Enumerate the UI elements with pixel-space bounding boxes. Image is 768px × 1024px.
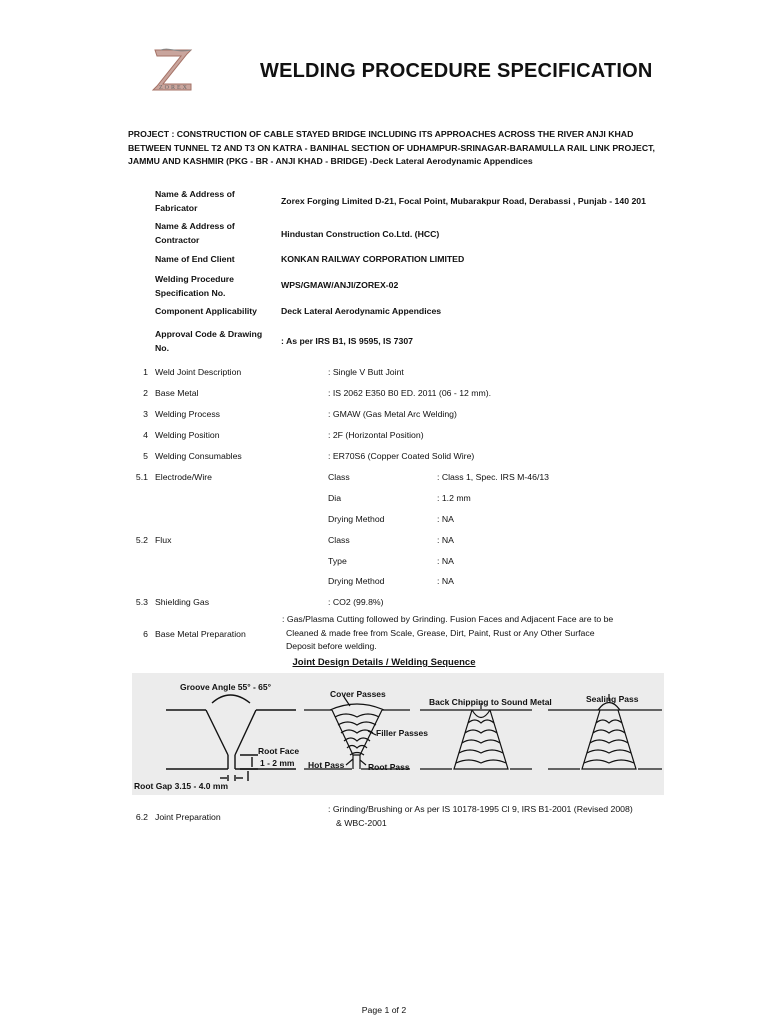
filler-passes-label: Filler Passes: [376, 728, 428, 738]
contractor-label: Name & Address of Contractor: [155, 221, 235, 245]
row-number: 6.2: [135, 812, 148, 822]
welding-consumables-value: : ER70S6 (Copper Coated Solid Wire): [328, 451, 475, 461]
root-face-value: 1 - 2 mm: [260, 758, 295, 768]
welding-process-value: : GMAW (Gas Metal Arc Welding): [328, 409, 457, 419]
joint-prep-label: Joint Preparation: [155, 812, 221, 822]
text-line: : Grinding/Brushing or As per IS 10178-1995 Cl 9, IRS B1-2001 (Revised 2008): [328, 804, 633, 814]
project-description: PROJECT : CONSTRUCTION OF CABLE STAYED BRIDGE INCLUDING ITS APPROACHES ACROSS THE RIVER ANJI KHAD BETWEEN TUNNEL T2 AND T3 ON KATRA - BANIHAL SECTION OF UDHAMPUR-SRINAGAR-BARAMULLA RAIL LINK PROJECT, JAMMU AND KASHMIR (PKG - BR - ANJI KHAD - BRIDGE) -Deck Lateral Aerodynamic Appendices: [128, 129, 655, 166]
root-face-label: Root Face: [258, 746, 300, 756]
base-metal-prep-label: Base Metal Preparation: [155, 629, 246, 639]
shielding-gas-value: : CO2 (99.8%): [328, 597, 384, 607]
joint-prep-value: [328, 803, 658, 830]
electrode-class-key: Class: [328, 472, 350, 482]
weld-joint-label: Weld Joint Description: [155, 367, 242, 377]
row-number: 1: [143, 367, 148, 377]
wps-number-value: WPS/GMAW/ANJI/ZOREX-02: [281, 280, 399, 290]
welding-consumables-label: Welding Consumables: [155, 451, 242, 461]
electrode-label: Electrode/Wire: [155, 472, 212, 482]
component-label: Component Applicability: [155, 306, 257, 316]
electrode-drying-value: : NA: [437, 514, 454, 524]
row-number: 6: [143, 629, 148, 639]
base-metal-label: Base Metal: [155, 388, 199, 398]
shielding-gas-label: Shielding Gas: [155, 597, 210, 607]
end-client-value: KONKAN RAILWAY CORPORATION LIMITED: [281, 254, 465, 264]
approval-code-label: Approval Code & Drawing No.: [155, 329, 263, 353]
flux-drying-value: : NA: [437, 576, 454, 586]
logo-text: ZOREX: [159, 85, 189, 91]
component-value: Deck Lateral Aerodynamic Appendices: [281, 306, 442, 316]
electrode-drying-key: Drying Method: [328, 514, 385, 524]
approval-code-value: : As per IRS B1, IS 9595, IS 7307: [281, 336, 413, 346]
groove-angle-label: Groove Angle 55° - 65°: [180, 682, 272, 692]
welding-position-label: Welding Position: [155, 430, 220, 440]
text-line: Deposit before welding.: [286, 641, 377, 651]
text-line: Cleaned & made free from Scale, Grease, Dirt, Paint, Rust or Any Other Surface: [286, 627, 595, 638]
welding-position-value: : 2F (Horizontal Position): [328, 430, 424, 440]
back-chipping-label: Back Chipping to Sound Metal: [429, 697, 552, 707]
flux-class-key: Class: [328, 535, 350, 545]
root-pass-label: Root Pass: [368, 762, 410, 772]
hot-pass-label: Hot Pass: [308, 760, 345, 770]
base-metal-value: : IS 2062 E350 B0 ED. 2011 (06 - 12 mm).: [328, 388, 492, 398]
flux-label: Flux: [155, 535, 172, 545]
page-title: WELDING PROCEDURE SPECIFICATION: [260, 60, 653, 82]
row-number: 3: [143, 409, 148, 419]
cover-passes-label: Cover Passes: [330, 689, 386, 699]
row-number: 5.1: [135, 472, 148, 482]
flux-type-value: : NA: [437, 556, 454, 566]
flux-type-key: Type: [328, 556, 347, 566]
joint-design-title: Joint Design Details / Welding Sequence: [292, 657, 476, 668]
electrode-dia-key: Dia: [328, 493, 342, 503]
contractor-value: Hindustan Construction Co.Ltd. (HCC): [281, 229, 440, 239]
root-gap-label: Root Gap 3.15 - 4.0 mm: [134, 781, 228, 791]
row-number: 5.2: [135, 535, 148, 545]
base-metal-prep-value: [282, 613, 652, 654]
electrode-class-value: : Class 1, Spec. IRS M-46/13: [437, 472, 550, 482]
joint-design-diagram: [132, 673, 664, 795]
fabricator-label: Name & Address of Fabricator: [155, 189, 235, 213]
flux-drying-key: Drying Method: [328, 576, 385, 586]
text-line: : Gas/Plasma Cutting followed by Grinding. Fusion Faces and Adjacent Face are to be: [282, 614, 614, 624]
welding-process-label: Welding Process: [155, 409, 221, 419]
end-client-label: Name of End Client: [155, 254, 235, 264]
weld-joint-value: : Single V Butt Joint: [328, 367, 404, 377]
text-line: & WBC-2001: [336, 817, 387, 828]
row-number: 5: [143, 451, 148, 461]
flux-class-value: : NA: [437, 535, 454, 545]
wps-number-label: Welding Procedure Specification No.: [155, 274, 235, 298]
page-number: Page 1 of 2: [361, 1005, 407, 1015]
fabricator-value: Zorex Forging Limited D-21, Focal Point, Mubarakpur Road, Derabassi , Punjab - 140 201: [281, 196, 646, 206]
row-number: 5.3: [135, 597, 148, 607]
sealing-pass-label: Sealing Pass: [586, 694, 639, 704]
row-number: 2: [143, 388, 148, 398]
electrode-dia-value: : 1.2 mm: [437, 493, 471, 503]
row-number: 4: [143, 430, 148, 440]
